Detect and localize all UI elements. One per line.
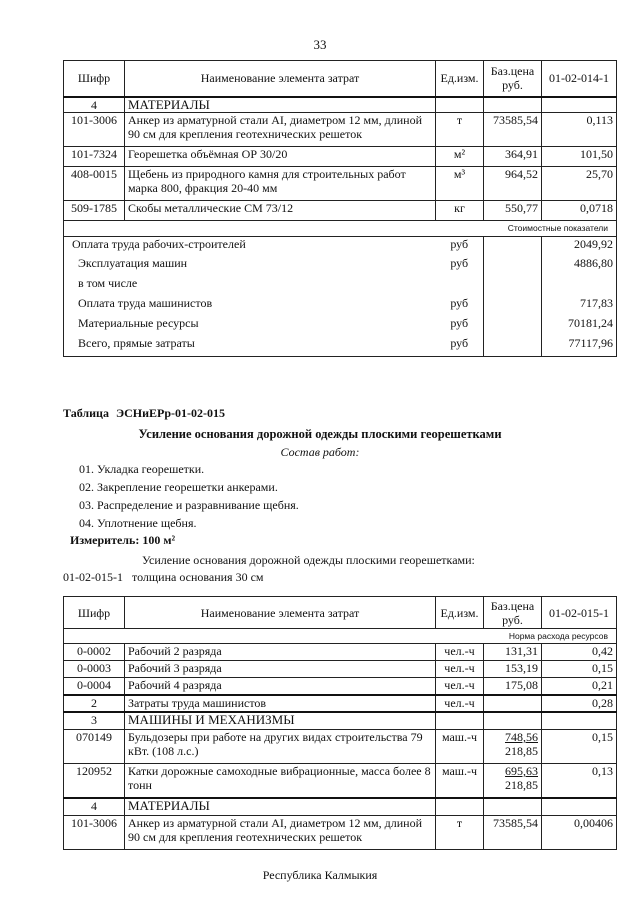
header-name: Наименование элемента затрат	[125, 61, 436, 97]
empty-cell	[484, 236, 542, 256]
row-value: 0,113	[542, 112, 617, 146]
row-unit: чел.-ч	[436, 695, 484, 712]
section-title: МАШИНЫ И МЕХАНИЗМЫ	[125, 712, 436, 730]
row-value: 0,21	[542, 678, 617, 695]
work-item: 04. Уплотнение щебня.	[79, 516, 197, 530]
work-item: 03. Распределение и разравнивание щебня.	[79, 498, 299, 512]
table-row	[64, 200, 617, 220]
empty-cell	[484, 316, 542, 336]
row-value: 0,00406	[542, 816, 617, 850]
row-name: Бульдозеры при работе на других видах строительства 79 кВт. (108 л.с.)	[125, 730, 436, 764]
row-name: Затраты труда машинистов	[125, 695, 436, 712]
empty-cell	[542, 798, 617, 816]
table-row	[64, 146, 617, 166]
summary-row	[64, 256, 617, 276]
table-row	[64, 764, 617, 798]
work-composition-title: Состав работ:	[280, 445, 360, 459]
row-price: 73585,54	[484, 816, 542, 850]
empty-cell	[484, 712, 542, 730]
row-value: 0,15	[542, 661, 617, 678]
section-row	[64, 97, 617, 113]
empty-cell	[436, 798, 484, 816]
section-title: МАТЕРИАЛЫ	[125, 798, 436, 816]
row-code: 0-0002	[64, 644, 125, 661]
summary-value: 70181,24	[542, 316, 617, 336]
row-price: 964,52	[484, 166, 542, 200]
table-heading	[63, 406, 225, 421]
row-name: Рабочий 4 разряда	[125, 678, 436, 695]
price-secondary: 218,85	[505, 778, 538, 792]
row-code: 101-3006	[64, 816, 125, 850]
row-price: 153,19	[484, 661, 542, 678]
row-price: 131,31	[484, 644, 542, 661]
cost-indicators-label: Стоимостные показатели	[64, 220, 617, 236]
header-name: Наименование элемента затрат	[125, 597, 436, 629]
row-value: 25,70	[542, 166, 617, 200]
section-title: МАТЕРИАЛЫ	[125, 97, 436, 113]
estimate-table-1	[63, 60, 617, 357]
row-unit: м³	[436, 166, 484, 200]
summary-value: 717,83	[542, 296, 617, 316]
row-value: 0,15	[542, 730, 617, 764]
section-number: 4	[64, 798, 125, 816]
empty-cell	[436, 712, 484, 730]
row-price: 364,91	[484, 146, 542, 166]
row-price	[484, 764, 542, 798]
empty-cell	[484, 296, 542, 316]
price-main: 748,56	[505, 730, 538, 744]
meter-label: Измеритель: 100 м²	[70, 533, 176, 547]
row-unit: маш.-ч	[436, 730, 484, 764]
row-code: 101-7324	[64, 146, 125, 166]
note-row	[64, 220, 617, 236]
row-code: 070149	[64, 730, 125, 764]
row-code: 101-3006	[64, 112, 125, 146]
row-unit: кг	[436, 200, 484, 220]
header-price: Баз.цена руб.	[484, 597, 542, 629]
table-row	[64, 112, 617, 146]
summary-value: 2049,92	[542, 236, 617, 256]
item-code: 01-02-015-1	[63, 570, 123, 584]
item-description: Усиление основания дорожной одежды плоскими георешетками:	[142, 553, 475, 567]
summary-name: Всего, прямые затраты	[64, 336, 436, 356]
table-label: Таблица	[63, 406, 109, 420]
row-value: 0,0718	[542, 200, 617, 220]
row-name: Скобы металлические СМ 73/12	[125, 200, 436, 220]
summary-unit: руб	[436, 316, 484, 336]
header-norm-code: 01-02-014-1	[542, 61, 617, 97]
empty-cell	[484, 256, 542, 276]
header-code: Шифр	[64, 61, 125, 97]
table-row	[64, 730, 617, 764]
empty-cell	[542, 712, 617, 730]
summary-name: в том числе	[64, 276, 436, 296]
table-row	[64, 678, 617, 695]
table-row	[64, 644, 617, 661]
table-row	[64, 166, 617, 200]
price-secondary: 218,85	[505, 744, 538, 758]
row-name: Георешетка объёмная ОР 30/20	[125, 146, 436, 166]
summary-row	[64, 296, 617, 316]
work-item: 02. Закрепление георешетки анкерами.	[79, 480, 278, 494]
empty-cell	[484, 97, 542, 113]
row-name: Анкер из арматурной стали AI, диаметром 12 мм, длиной 90 см для крепления геотехнических решеток	[125, 816, 436, 850]
work-list	[79, 460, 299, 532]
section-row	[64, 712, 617, 730]
summary-value: 77117,96	[542, 336, 617, 356]
note-row	[64, 629, 617, 644]
summary-unit: руб	[436, 256, 484, 276]
row-name: Катки дорожные самоходные вибрационные, масса более 8 тонн	[125, 764, 436, 798]
table-row	[64, 661, 617, 678]
table-row	[64, 695, 617, 712]
summary-row	[64, 236, 617, 256]
summary-name: Оплата труда машинистов	[64, 296, 436, 316]
row-value: 0,13	[542, 764, 617, 798]
work-item: 01. Укладка георешетки.	[79, 462, 205, 476]
header-unit: Ед.изм.	[436, 597, 484, 629]
row-name: Щебень из природного камня для строительных работ марка 800, фракция 20-40 мм	[125, 166, 436, 200]
header-price: Баз.цена руб.	[484, 61, 542, 97]
summary-name: Оплата труда рабочих-строителей	[64, 236, 436, 256]
summary-row	[64, 276, 617, 296]
summary-name: Материальные ресурсы	[64, 316, 436, 336]
item-sub: толщина основания 30 см	[132, 570, 264, 584]
header-code: Шифр	[64, 597, 125, 629]
empty-cell	[484, 798, 542, 816]
summary-row	[64, 336, 617, 356]
table-code: ЭСНиЕРр-01-02-015	[115, 406, 226, 420]
row-name: Анкер из арматурной стали AI, диаметром 12 мм, длиной 90 см для крепления геотехнических решеток	[125, 112, 436, 146]
summary-row	[64, 316, 617, 336]
estimate-table-2	[63, 596, 617, 850]
header-norm-code: 01-02-015-1	[542, 597, 617, 629]
summary-value	[542, 276, 617, 296]
empty-cell	[484, 276, 542, 296]
footer-region: Республика Калмыкия	[262, 868, 378, 882]
price-main: 695,63	[505, 764, 538, 778]
row-unit: маш.-ч	[436, 764, 484, 798]
resource-norm-label: Норма расхода ресурсов	[64, 629, 617, 644]
row-unit: м²	[436, 146, 484, 166]
summary-unit: руб	[436, 236, 484, 256]
row-code: 2	[64, 695, 125, 712]
row-code: 0-0004	[64, 678, 125, 695]
row-price	[484, 730, 542, 764]
row-value: 0,42	[542, 644, 617, 661]
section-row	[64, 798, 617, 816]
row-code: 509-1785	[64, 200, 125, 220]
section-number: 3	[64, 712, 125, 730]
row-code: 0-0003	[64, 661, 125, 678]
row-code: 408-0015	[64, 166, 125, 200]
row-name: Рабочий 3 разряда	[125, 661, 436, 678]
empty-cell	[484, 336, 542, 356]
row-unit: чел.-ч	[436, 644, 484, 661]
row-name: Рабочий 2 разряда	[125, 644, 436, 661]
header-unit: Ед.изм.	[436, 61, 484, 97]
row-value: 101,50	[542, 146, 617, 166]
section-title: Усиление основания дорожной одежды плоскими георешетками	[138, 427, 502, 441]
empty-cell	[436, 97, 484, 113]
summary-value: 4886,80	[542, 256, 617, 276]
row-unit: т	[436, 112, 484, 146]
row-unit: т	[436, 816, 484, 850]
row-unit: чел.-ч	[436, 678, 484, 695]
row-price: 175,08	[484, 678, 542, 695]
summary-name: Эксплуатация машин	[64, 256, 436, 276]
row-price: 550,77	[484, 200, 542, 220]
row-price	[484, 695, 542, 712]
row-code: 120952	[64, 764, 125, 798]
summary-unit	[436, 276, 484, 296]
table-row	[64, 816, 617, 850]
section-number: 4	[64, 97, 125, 113]
row-value: 0,28	[542, 695, 617, 712]
empty-cell	[542, 97, 617, 113]
row-unit: чел.-ч	[436, 661, 484, 678]
summary-unit: руб	[436, 336, 484, 356]
item-line	[63, 570, 264, 585]
row-price: 73585,54	[484, 112, 542, 146]
page-number: 33	[313, 37, 327, 52]
summary-unit: руб	[436, 296, 484, 316]
